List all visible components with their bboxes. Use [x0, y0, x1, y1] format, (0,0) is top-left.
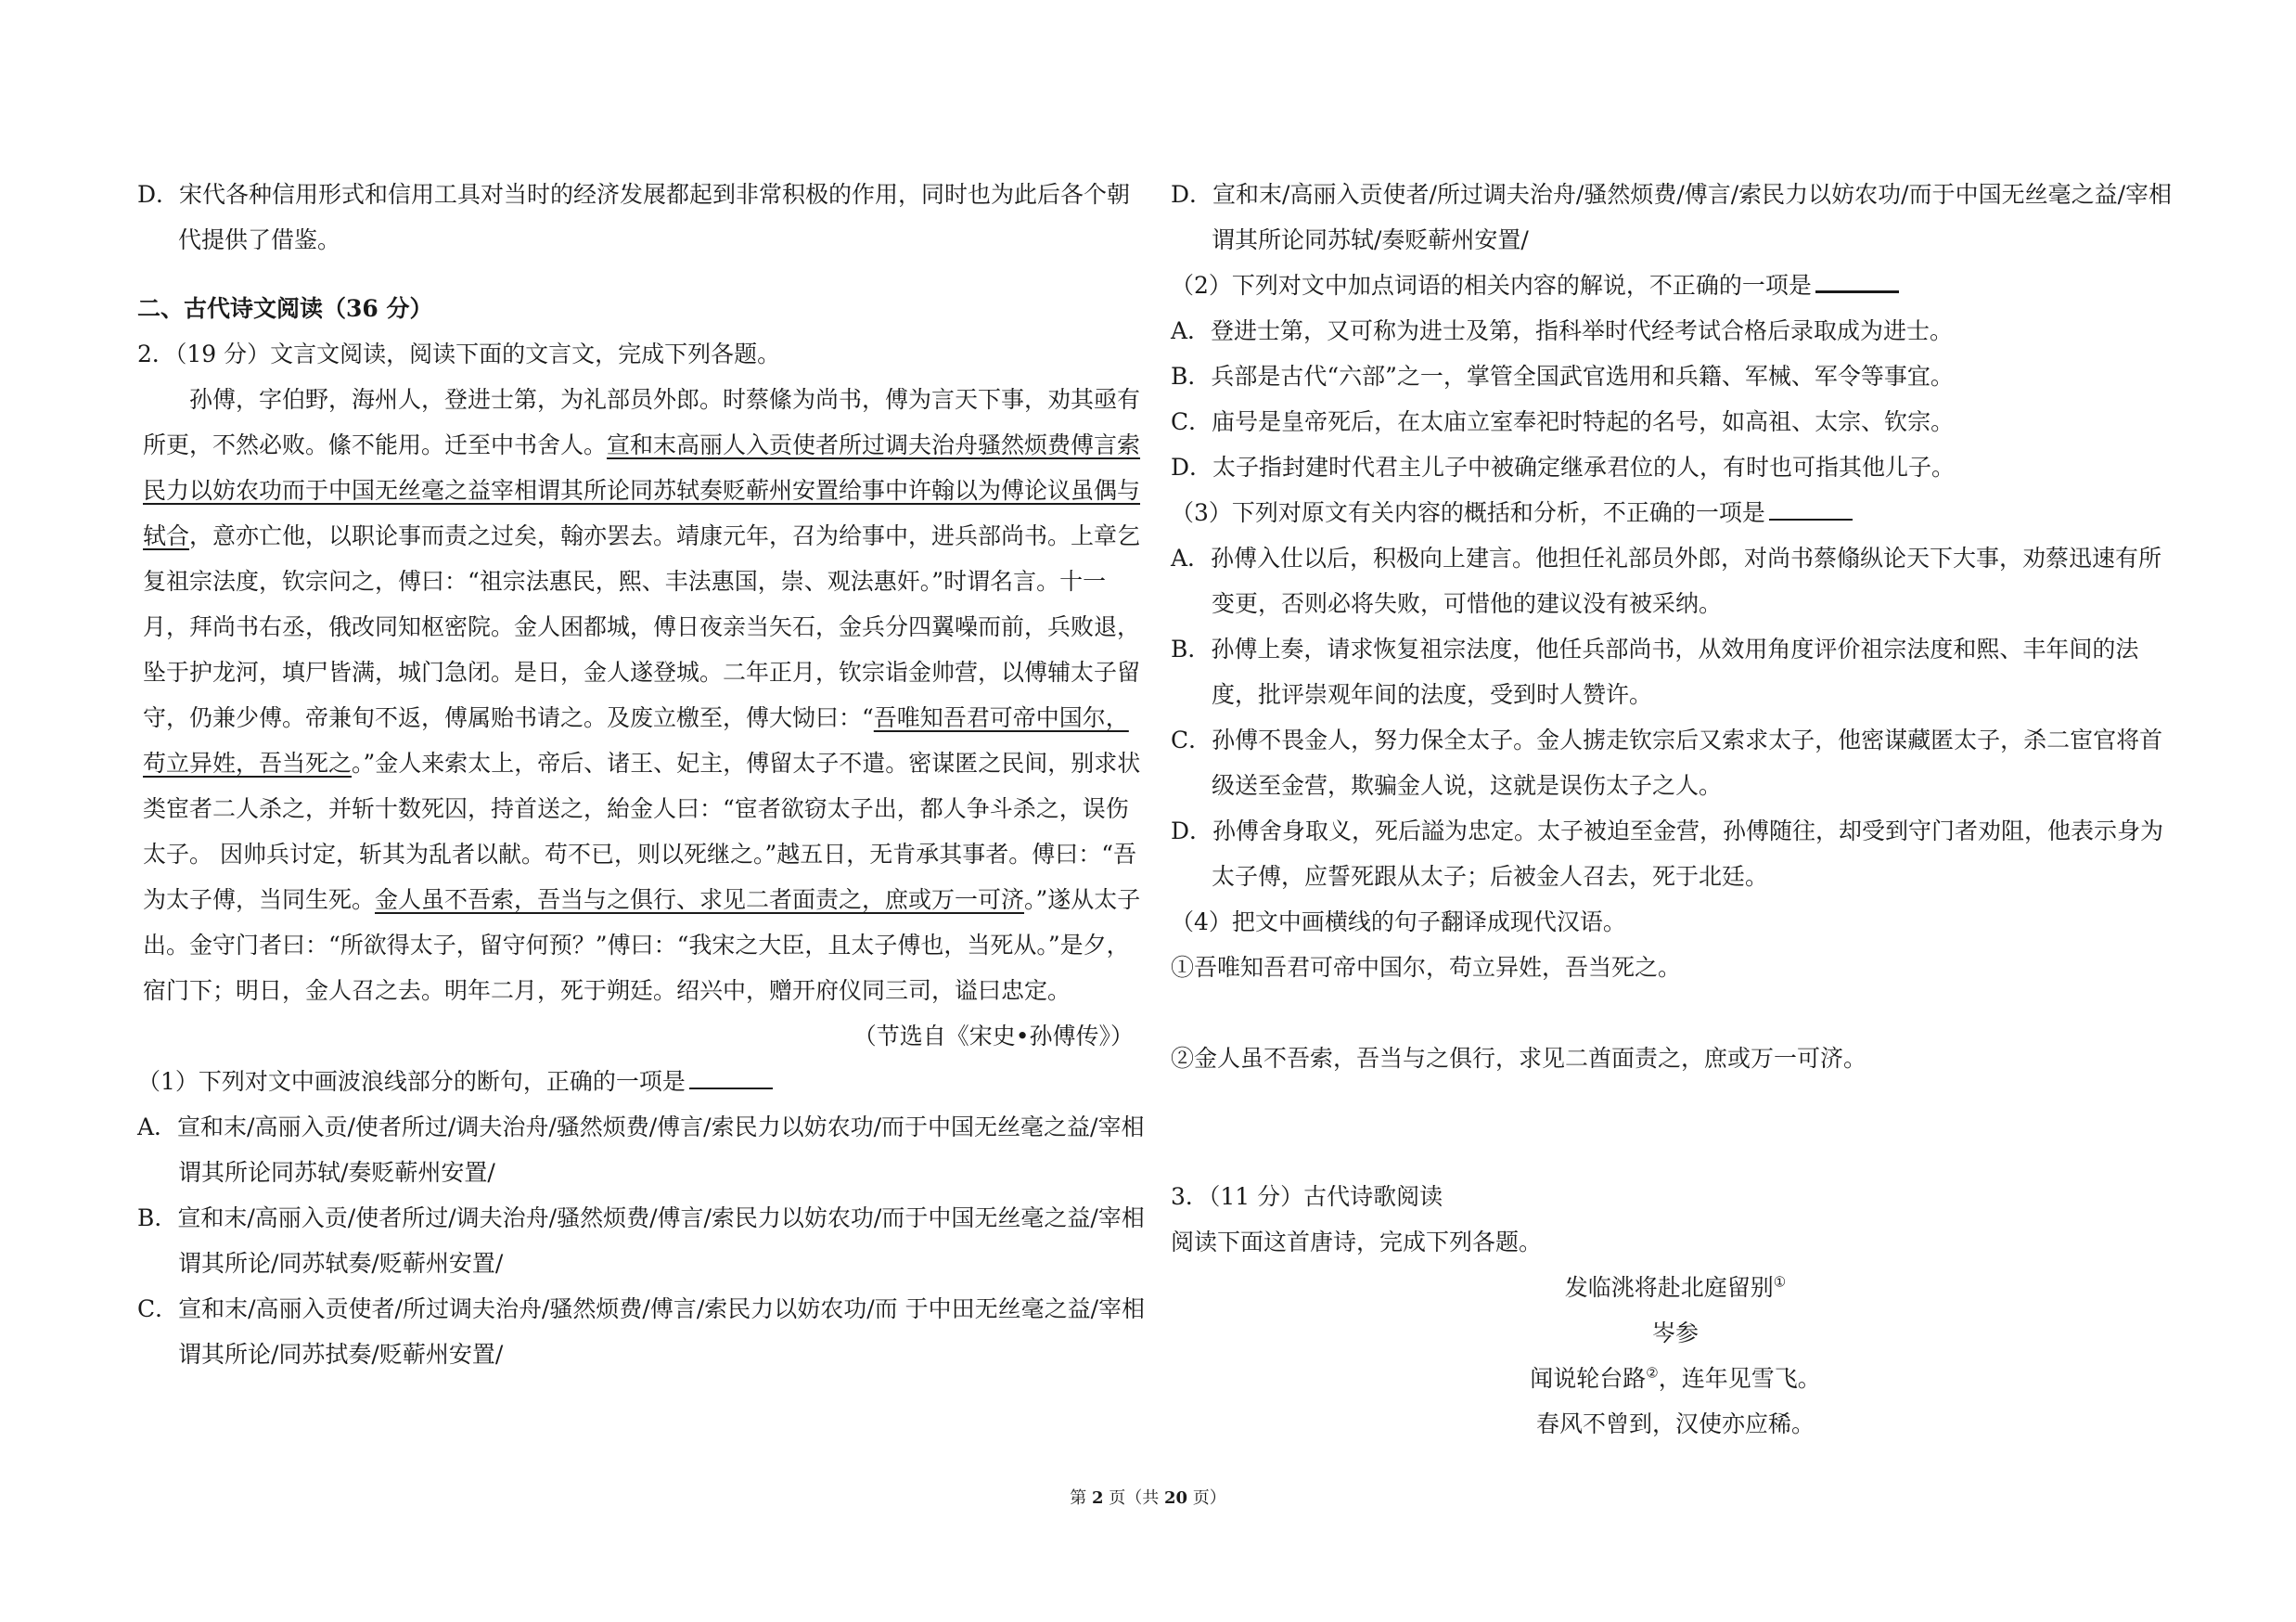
poem-author: 岑参 — [1651, 1319, 1699, 1346]
underlined-sentence-2: 金人虽不吾索，吾当与之俱行、求见二者面责之，庶或万一可济 — [375, 886, 1025, 913]
q4-stem: （4）把文中画横线的句子翻译成现代汉语。 — [1171, 908, 1626, 935]
q3-stem — [1171, 490, 2180, 535]
passage-body: ，意亦亡他，以职论事而责之过矣，翰亦罢去。靖康元年，召为给事中，进兵部尚书。上章乞复祖宗法度，钦宗问之，傅曰：“祖宗法惠民，熙、丰法惠国，崇、观法惠奸。”时谓名言。十一月，拜尚书右丞，俄改同知枢密院。金人困都城，傅日夜亲当矢石，金兵分四翼噪而前，兵败退，坠于护龙河，填尸皆满，城门急闭。是日，金人遂登城。二年正月，钦宗诣金帅营，以傅辅太子留守，仍兼少傅。帝兼旬不返，傅属贻书请之。及废立檄至，傅大恸曰：“ — [143, 522, 1141, 731]
footnote-marker: ② — [1646, 1364, 1659, 1382]
q3-option-c: C．孙傅不畏金人，努力保全太子。金人掳走钦宗后又索求太子，他密谋藏匿太子，杀二宦官将首级送至金营，欺骗金人说，这就是误伤太子之人。 — [1171, 727, 2163, 799]
underlined-sentence-1: 吾唯知吾君可帝中国尔，苟立异姓，吾当死之 — [143, 704, 1129, 777]
q3-option-a: A．孙傅入仕以后，积极向上建言。他担任礼部员外郎，对尚书蔡翛纵论天下大事，劝蔡迅速有所变更，否则必将失败，可惜他的建议没有被采纳。 — [1171, 545, 2162, 617]
q1-stem — [137, 1059, 1147, 1104]
poem-intro: 阅读下面这首唐诗，完成下列各题。 — [1171, 1229, 1543, 1255]
page-footer: 第 2 页（共 20 页） — [1070, 1488, 1226, 1508]
right-column — [1171, 172, 2180, 1447]
q3-option-b: B．孙傅上奏，请求恢复祖宗法度，他任兵部尚书，从效用角度评价祖宗法度和熙、丰年间的法度，批评崇观年间的法度，受到时人赞许。 — [1171, 636, 2139, 708]
q1-option-d: D．宣和末/高丽入贡使者/所过调夫治舟/骚然烦费/傅言/索民力以妨农功/而于中国无丝毫之益/宰相谓其所论同苏轼/奏贬蕲州安置/ — [1171, 181, 2173, 253]
passage-middle: 。”金人来索太上，帝后、诸王、妃主，傅留太子不遣。密谋匿之民间，别求状类宦者二人杀之，并斩十数死囚，持首送之，紿金人曰：“宦者欲窃太子出，都人争斗杀之，误伤太子。 因帅兵讨定，斩其为乱者以献。苟不已，则以死继之。”越五日，无肯承其事者。傅曰：“吾为太子傅，当同生死。 — [143, 750, 1141, 913]
poem-title: 发临洮将赴北庭留别① — [1564, 1273, 1787, 1301]
translate-sentence-2: ②金人虽不吾索，吾当与之俱行，求见二酋面责之，庶或万一可济。 — [1171, 1045, 1867, 1072]
option-d-credit: D．宋代各种信用形式和信用工具对当时的经济发展都起到非常积极的作用，同时也为此后各个朝代提供了借鉴。 — [137, 181, 1131, 253]
q1-option-a: A．宣和末/高丽入贡/使者所过/调夫治舟/骚然烦费/傅言/索民力以妨农功/而于中国无丝毫之益/宰相谓其所论同苏轼/奏贬蕲州安置/ — [137, 1114, 1145, 1186]
left-column — [137, 172, 1147, 1377]
q2-option-c: C．庙号是皇帝死后，在太庙立室奉祀时特起的名号，如高祖、太宗、钦宗。 — [1171, 408, 1955, 435]
poem-line-1: 闻说轮台路②，连年见雪飞。 — [1530, 1364, 1821, 1392]
page-number: 2 — [1091, 1488, 1104, 1508]
poem-line-2: 春风不曾到，汉使亦应稀。 — [1535, 1410, 1815, 1437]
passage-end: 。”遂从太子出。金守门者曰：“所欲得太子，留守何预？”傅曰：“我宋之大臣，且太子傅也，当死从。”是夕，宿门下；明日，金人召之去。明年二月，死于朔廷。绍兴中，赠开府仪同三司，谥曰忠定。 — [143, 886, 1141, 1004]
page-total: 20 — [1163, 1488, 1188, 1508]
footnote-marker: ① — [1773, 1273, 1787, 1291]
answer-blank — [1815, 268, 1899, 293]
q2-option-a: A．登进士第，又可称为进士及第，指科举时代经考试合格后录取成为进士。 — [1171, 317, 1954, 344]
answer-blank — [1769, 496, 1853, 521]
classical-passage — [137, 377, 1147, 1013]
question-2-header: 2．（19 分）文言文阅读，阅读下面的文言文，完成下列各题。 — [137, 341, 781, 367]
wavy-underlined-passage: 宣和末高丽人入贡使者所过调夫治舟骚然烦费傅言索民力以妨农功而于中国无丝毫之益宰相谓其所论同苏轼奏贬蕲州安置给事中许翰以为傅论议虽偶与轼合 — [143, 431, 1141, 549]
question-3-header: 3．（11 分）古代诗歌阅读 — [1171, 1183, 1443, 1210]
section-title: 二、古代诗文阅读（36 分） — [137, 295, 433, 322]
q2-option-d: D．太子指封建时代君主儿子中被确定继承君位的人，有时也可指其他儿子。 — [1171, 454, 1956, 481]
passage-source: （节选自《宋史•孙傅传》） — [853, 1023, 1134, 1049]
q2-stem-text: （2）下列对文中加点词语的相关内容的解说，不正确的一项是 — [1171, 272, 1812, 299]
q3-stem-text: （3）下列对原文有关内容的概括和分析，不正确的一项是 — [1171, 499, 1765, 526]
q3-option-d: D．孙傅舍身取义，死后謚为忠定。太子被迫至金营，孙傅随往，却受到守门者劝阻，他表示身为太子傅，应誓死跟从太子；后被金人召去，死于北廷。 — [1171, 817, 2164, 890]
answer-blank — [689, 1065, 773, 1089]
translate-sentence-1: ①吾唯知吾君可帝中国尔，苟立异姓，吾当死之。 — [1171, 954, 1682, 981]
q1-stem-text: （1）下列对文中画波浪线部分的断句，正确的一项是 — [137, 1068, 686, 1095]
q2-stem — [1171, 263, 2180, 308]
q1-option-b: B．宣和末/高丽入贡/使者所过/调夫治舟/骚然烦费/傅言/索民力以妨农功/而于中国无丝毫之益/宰相谓其所论/同苏轼奏/贬蕲州安置/ — [137, 1204, 1145, 1277]
q2-option-b: B．兵部是古代“六部”之一，掌管全国武官选用和兵籍、军械、军令等事宜。 — [1171, 363, 1954, 390]
q1-option-c: C．宣和末/高丽入贡使者/所过调夫治舟/骚然烦费/傅言/索民力以妨农功/而 于中田无丝毫之益/宰相谓其所论/同苏拭奏/贬蕲州安置/ — [137, 1295, 1146, 1368]
passage-intro: 孙傅，字伯野，海州人，登进士第，为礼部员外郎。时蔡絛为尚书，傅为言天下事，劝其亟有所更，不然必败。絛不能用。迁至中书舍人。 — [143, 386, 1141, 458]
